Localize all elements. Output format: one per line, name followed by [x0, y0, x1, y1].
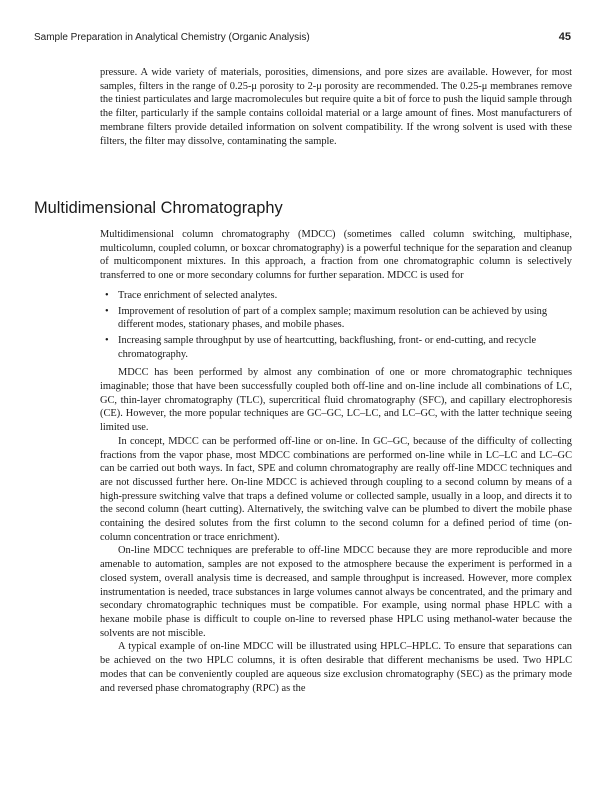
lead-paragraph: Multidimensional column chromatography (MDCC) (sometimes called column switching, multiphase, multicolumn, coupled column, or boxcar chromatography) is a powerful technique for the separation and cleanup of multicomponent mixtures. In this approach, a fraction from one chromatographic column is selectively transferred to one or more secondary columns for further separation. MDCC is used for	[100, 229, 572, 282]
bullet-item: • Improvement of resolution of part of a complex sample; maximum resolution can be achieved by using different modes, stationary phases, and mobile phases.	[100, 305, 572, 332]
section-body	[100, 228, 572, 695]
intro-block	[100, 66, 572, 148]
body-paragraph: A typical example of on-line MDCC will be illustrated using HPLC–HPLC. To ensure that separations can be achieved on the two HPLC columns, it is often desirable that different mechanisms be used. Two HPLC modes that can be conveniently coupled are aqueous size exclusion chromatography (SEC) as the primary mode and reversed phase chromatography (RPC) as the	[100, 641, 572, 694]
body-paragraph: In concept, MDCC can be performed off-line or on-line. In GC–GC, because of the difficulty of collecting fractions from the vapor phase, most MDCC combinations are performed on-line while in LC–LC and LC–GC can be carried out both ways. In fact, SPE and column chromatography are really off-line MDCC techniques and are not discussed further here. On-line MDCC is achieved through coupling to a second column by means of a high-pressure switching valve that traps a defined volume or collected sample, usually in a loop, and directs it to the second column (heart cutting). Alternatively, the switching valve can be plumbed to divert the mobile phase containing the desired solutes from the first column to the second column for a defined period of time (on-column concentration or trace enrichment).	[100, 435, 572, 543]
bullet-item: • Trace enrichment of selected analytes.	[100, 289, 572, 303]
running-title: Sample Preparation in Analytical Chemistry (Organic Analysis)	[34, 32, 310, 43]
body-paragraph: On-line MDCC techniques are preferable to off-line MDCC because they are more reproducible and more amenable to automation, samples are not exposed to the atmosphere because the experiment is performed in a closed system, overall analysis time is decreased, and sample throughput is increased. However, more complex instrumentation is needed, trace substances in large volumes cannot always be concentrated, and the primary and secondary chromatographic techniques must be compatible. For example, using normal phase HPLC with a hexane mobile phase is difficult to couple on-line to reversed phase HPLC using methanol-water because the solvents are not miscible.	[100, 545, 572, 639]
bullet-list	[100, 289, 572, 362]
bullet-item: • Increasing sample throughput by use of heartcutting, backflushing, front- or end-cutting, and recycle chromatography.	[100, 334, 572, 361]
page-number: 45	[558, 31, 571, 43]
intro-paragraph: pressure. A wide variety of materials, porosities, dimensions, and pore sizes are available. However, for most samples, filters in the range of 0.25-μ porosity to 2-μ porosity are recommended. The 0.25-μ membranes remove the tiniest particulates and large macromolecules but require quite a bit of force to push the liquid sample through the filter, particularly if the sample contains colloidal material or a large amount of fines. Most manufacturers of membrane filters provide detailed information on solvent compatibility. If the wrong solvent is used with these filters, the filter may dissolve, contaminating the sample.	[100, 67, 572, 147]
running-header	[34, 31, 571, 43]
section-heading: Multidimensional Chromatography	[34, 199, 283, 217]
body-paragraph: MDCC has been performed by almost any combination of one or more chromatographic techniques imaginable; those that have been successfully coupled both off-line and on-line include all combinations of LC, GC, thin-layer chromatography (TLC), supercritical fluid chromatography (SFC), and capillary electrophoresis (CE). However, the more popular techniques are GC–GC, LC–LC, and LC–GC, with the latter technique seeing limited use.	[100, 367, 572, 434]
